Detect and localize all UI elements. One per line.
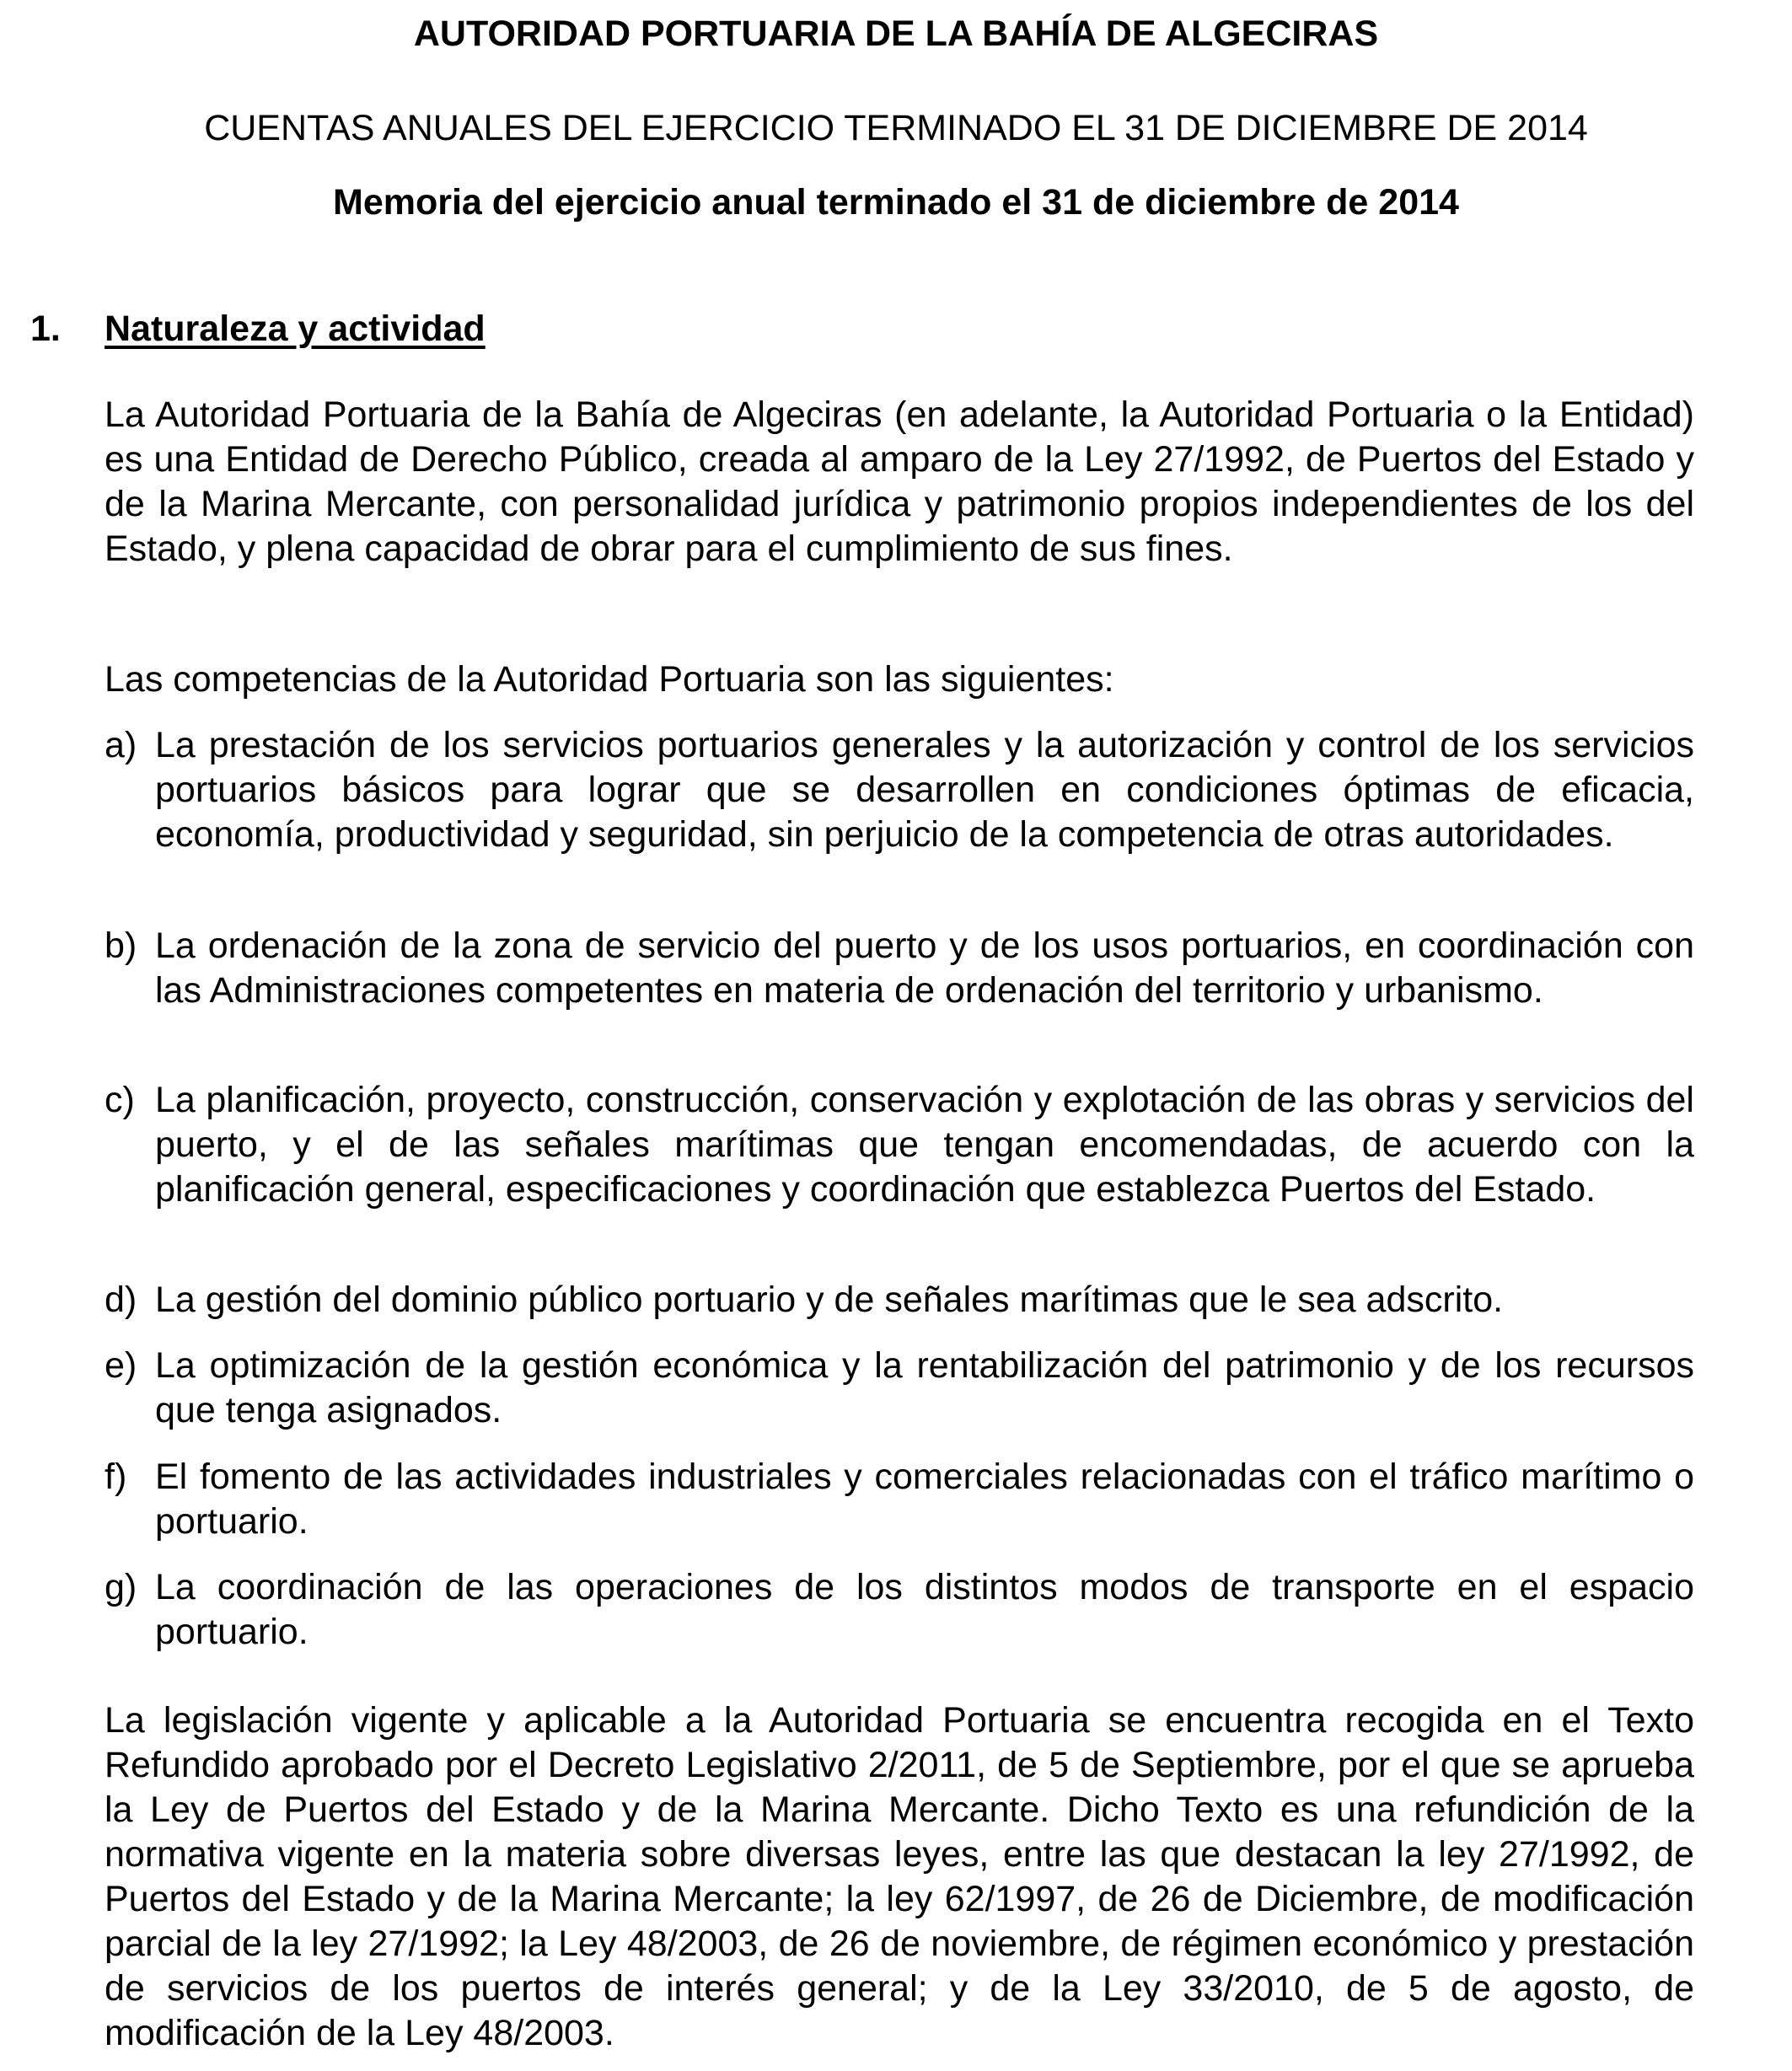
section-title: Naturaleza y actividad [105,309,486,349]
list-item-text: La ordenación de la zona de servicio del puerto y de los usos portuarios, en coordinación con las Administraciones competentes en materia de ordenación del territorio y urbanismo. [155,926,1694,1011]
list-item-text: La prestación de los servicios portuarios generales y la autorización y control de los servicios portuarios básicos para lograr que se desarrollen en condiciones óptimas de eficacia, economía, productividad y seguridad, sin perjuicio de la competencia de otras autoridades. [155,725,1694,855]
list-marker: b) [105,926,137,966]
list-item-text: La optimización de la gestión económica y la rentabilización del patrimonio y de los recursos que tenga asignados. [155,1345,1694,1430]
list-marker: a) [105,725,137,765]
list-item-text: La planificación, proyecto, construcción, conservación y explotación de las obras y servicios del puerto, y el de las señales marítimas que tengan encomendadas, de acuerdo con la planificación general, especificaciones y coordinación que establezca Puertos del Estado. [155,1080,1694,1210]
list-item-text: El fomento de las actividades industriales y comerciales relacionadas con el tráfico marítimo o portuario. [155,1457,1694,1542]
list-item [105,1278,1694,1323]
document-title: AUTORIDAD PORTUARIA DE LA BAHÍA DE ALGECIRAS [413,13,1379,54]
list-marker: f) [105,1457,127,1497]
list-item-text: La coordinación de las operaciones de los distintos modos de transporte en el espacio portuario. [155,1567,1694,1652]
section-number: 1. [30,309,61,349]
list-marker: d) [105,1280,137,1320]
section-heading [30,302,486,356]
list-item [105,924,1694,1013]
document-subtitle: CUENTAS ANUALES DEL EJERCICIO TERMINADO EL 31 DE DICIEMBRE DE 2014 [204,108,1588,148]
paragraph-competencias-intro: Las competencias de la Autoridad Portuaria son las siguientes: [105,659,1114,700]
list-item [105,1078,1694,1212]
list-item [105,1344,1694,1433]
list-marker: e) [105,1345,137,1386]
paragraph-naturaleza: La Autoridad Portuaria de la Bahía de Algeciras (en adelante, la Autoridad Portuaria o la Entidad) es una Entidad de Derecho Público, creada al amparo de la Ley 27/1992, de Puertos del Estado y de la Marina Mercante, con personalidad jurídica y patrimonio propios independientes de los del Estado, y plena capacidad de obrar para el cumplimiento de sus fines. [105,394,1694,569]
memoria-heading: Memoria del ejercicio anual terminado el 31 de diciembre de 2014 [333,182,1459,223]
list-marker: g) [105,1567,137,1607]
list-marker: c) [105,1080,135,1120]
list-item [105,723,1694,857]
list-item [105,1565,1694,1655]
list-item [105,1455,1694,1544]
paragraph-legislacion: La legislación vigente y aplicable a la Autoridad Portuaria se encuentra recogida en el Texto Refundido aprobado por el Decreto Legislativo 2/2011, de 5 de Septiembre, por el que se aprueba la Ley de Puertos del Estado y de la Marina Mercante. Dicho Texto es una refundición de la normativa vigente en la materia sobre diversas leyes, entre las que destacan la ley 27/1992, de Puertos del Estado y de la Marina Mercante; la ley 62/1997, de 26 de Diciembre, de modificación parcial de la ley 27/1992; la Ley 48/2003, de 26 de noviembre, de régimen económico y prestación de servicios de los puertos de interés general; y de la Ley 33/2010, de 5 de agosto, de modificación de la Ley 48/2003. [105,1700,1694,2053]
list-item-text: La gestión del dominio público portuario y de señales marítimas que le sea adscrito. [155,1280,1504,1320]
